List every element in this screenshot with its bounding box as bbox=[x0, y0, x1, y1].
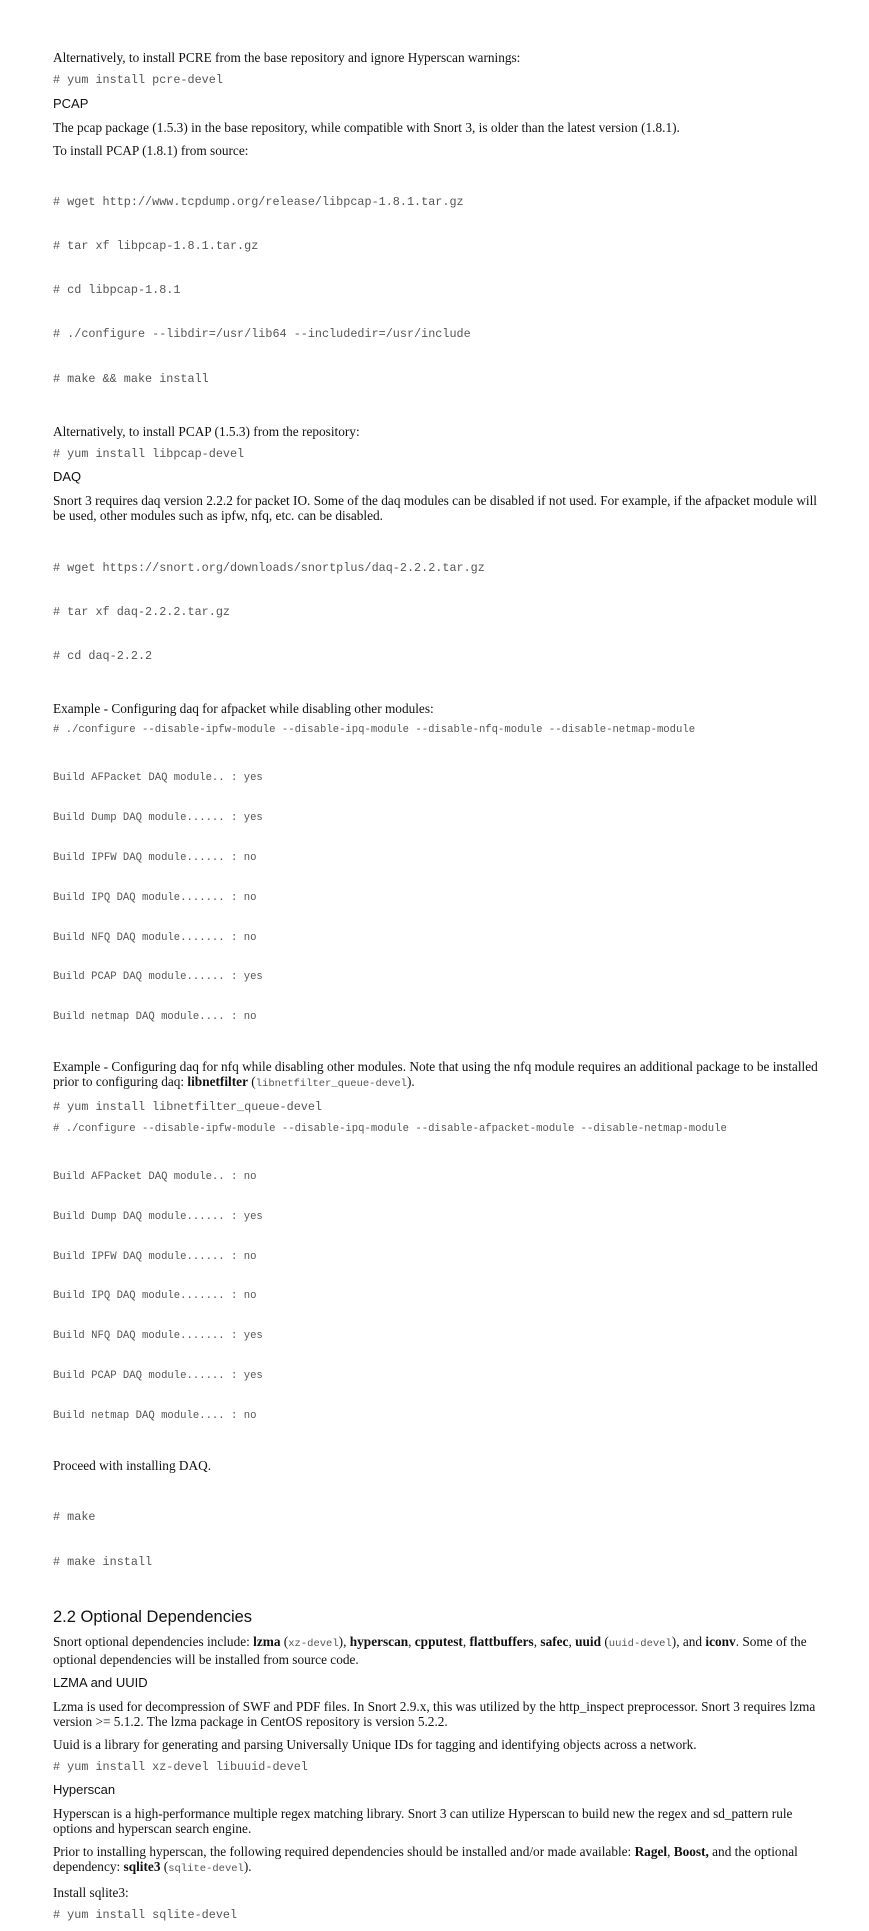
code-block: # yum install sqlite-devel bbox=[53, 1908, 238, 1923]
inline-code: xz-devel bbox=[288, 1637, 339, 1650]
code-block: # ./configure --disable-ipfw-module --disable-ipq-module --disable-nfq-module --disable-netmap-module bbox=[53, 724, 696, 737]
code-block bbox=[53, 1481, 823, 1599]
package-name: cpputest bbox=[414, 1633, 463, 1649]
section-heading-pcap: PCAP bbox=[53, 95, 89, 111]
sqlite-intro: Install sqlite3: bbox=[53, 1885, 129, 1901]
text-run: ), bbox=[338, 1633, 350, 1649]
code-line: # wget https://snort.org/downloads/snortplus/daq-2.2.2.tar.gz bbox=[53, 560, 485, 575]
text-run: ). bbox=[243, 1859, 252, 1875]
code-line: Build netmap DAQ module.... : no bbox=[53, 1011, 257, 1024]
code-line: Build NFQ DAQ module....... : yes bbox=[53, 1330, 263, 1343]
code-line: Build AFPacket DAQ module.. : yes bbox=[53, 771, 263, 784]
code-block: # yum install pcre-devel bbox=[53, 73, 223, 87]
code-line: Build IPFW DAQ module...... : no bbox=[53, 1250, 257, 1263]
package-name: hyperscan bbox=[349, 1633, 409, 1649]
text-run: ( bbox=[280, 1633, 289, 1649]
code-line: # cd daq-2.2.2 bbox=[53, 648, 153, 663]
section-heading-lzma-uuid: LZMA and UUID bbox=[53, 1674, 148, 1690]
uuid-description: Uuid is a library for generating and parsing Universally Unique IDs for tagging and identifying objects across a network. bbox=[53, 1736, 697, 1752]
code-line: # tar xf libpcap-1.8.1.tar.gz bbox=[53, 239, 259, 254]
lzma-description: Lzma is used for decompression of SWF and PDF files. In Snort 2.9.x, this was utilized by the http_inspect preprocessor. Snort 3 requires lzma version >= 5.1.2. The lzma package in CentOS repository is version 5.2.2. bbox=[53, 1698, 816, 1729]
text-run: , bbox=[462, 1633, 470, 1649]
code-line: # make bbox=[53, 1510, 96, 1525]
pcre-alt-paragraph: Alternatively, to install PCRE from the base repository and ignore Hyperscan warnings: bbox=[53, 50, 521, 65]
text-run: , bbox=[568, 1633, 576, 1649]
text-run: ( bbox=[160, 1859, 169, 1875]
package-name: safec bbox=[540, 1633, 569, 1649]
package-name: libnetfilter bbox=[187, 1074, 248, 1090]
code-block: # yum install xz-devel libuuid-devel bbox=[53, 1759, 308, 1774]
text-run: Prior to installing hyperscan, the following required dependencies should be installed and/or made available: bbox=[53, 1844, 635, 1860]
optional-deps-description bbox=[53, 1634, 823, 1667]
text-run: , bbox=[533, 1633, 541, 1649]
text-run: , bbox=[408, 1633, 415, 1649]
text-run: , bbox=[667, 1844, 674, 1860]
text-run: Snort optional dependencies include: bbox=[53, 1633, 254, 1649]
code-line: Build Dump DAQ module...... : yes bbox=[53, 1210, 263, 1223]
package-name: Boost, bbox=[673, 1844, 709, 1860]
package-name: Ragel bbox=[634, 1844, 668, 1860]
code-block: # ./configure --disable-ipfw-module --disable-ipq-module --disable-afpacket-module --disable-netmap-module bbox=[53, 1122, 727, 1135]
text-run: ). bbox=[406, 1074, 415, 1090]
code-line: # make install bbox=[53, 1554, 153, 1569]
document-page bbox=[53, 50, 823, 1931]
hyperscan-prerequisites bbox=[53, 1844, 823, 1877]
text-run: and the optional dependency: bbox=[53, 1844, 798, 1875]
package-name: flattbuffers bbox=[469, 1633, 534, 1649]
code-line: Build NFQ DAQ module....... : no bbox=[53, 931, 257, 944]
code-block bbox=[53, 166, 823, 416]
inline-code: uuid-devel bbox=[608, 1637, 672, 1650]
code-block: # yum install libnetfilter_queue-devel bbox=[53, 1100, 323, 1115]
code-line: # wget http://www.tcpdump.org/release/libpcap-1.8.1.tar.gz bbox=[53, 195, 464, 210]
code-line: # make && make install bbox=[53, 371, 209, 386]
code-line: Build IPQ DAQ module....... : no bbox=[53, 1290, 257, 1303]
pcap-description: The pcap package (1.5.3) in the base repository, while compatible with Snort 3, is older than the latest version (1.8.1). bbox=[53, 119, 680, 135]
section-heading-daq: DAQ bbox=[53, 469, 82, 485]
daq-description: Snort 3 requires daq version 2.2.2 for packet IO. Some of the daq modules can be disabled if not used. For example, if the afpacket module will be used, other modules such as ipfw, nfq, etc. can be disabled. bbox=[53, 493, 817, 524]
daq-example1-intro: Example - Configuring daq for afpacket while disabling other modules: bbox=[53, 701, 434, 717]
code-line: Build PCAP DAQ module...... : yes bbox=[53, 971, 263, 984]
code-line: Build IPFW DAQ module...... : no bbox=[53, 851, 257, 864]
section-heading-optional-dependencies: 2.2 Optional Dependencies bbox=[53, 1607, 253, 1626]
code-line: # ./configure --libdir=/usr/lib64 --includedir=/usr/include bbox=[53, 327, 471, 342]
inline-code: sqlite-devel bbox=[168, 1863, 244, 1876]
code-line: # cd libpcap-1.8.1 bbox=[53, 283, 181, 298]
package-name: sqlite3 bbox=[123, 1859, 161, 1875]
hyperscan-description: Hyperscan is a high-performance multiple regex matching library. Snort 3 can utilize Hyperscan to build new the regex and sd_pattern rule options and hyperscan search engine. bbox=[53, 1806, 793, 1837]
daq-proceed: Proceed with installing DAQ. bbox=[53, 1458, 212, 1474]
package-name: lzma bbox=[253, 1633, 281, 1649]
code-line: Build Dump DAQ module...... : yes bbox=[53, 811, 263, 824]
code-block bbox=[53, 531, 823, 693]
text-run: ( bbox=[601, 1633, 609, 1649]
code-line: Build netmap DAQ module.... : no bbox=[53, 1410, 257, 1423]
package-name: uuid bbox=[575, 1633, 601, 1649]
code-block: # yum install libpcap-devel bbox=[53, 446, 245, 461]
pcap-source-intro: To install PCAP (1.8.1) from source: bbox=[53, 142, 249, 158]
code-line: Build AFPacket DAQ module.. : no bbox=[53, 1170, 257, 1183]
package-name: iconv bbox=[705, 1633, 736, 1649]
daq-example2-intro bbox=[53, 1059, 823, 1092]
text-run: ), and bbox=[671, 1633, 706, 1649]
text-run: ( bbox=[247, 1074, 256, 1090]
section-heading-hyperscan: Hyperscan bbox=[53, 1782, 116, 1798]
code-line: Build IPQ DAQ module....... : no bbox=[53, 891, 257, 904]
code-output-block bbox=[53, 745, 823, 1051]
code-line: # tar xf daq-2.2.2.tar.gz bbox=[53, 604, 230, 619]
text-run: Example - Configuring daq for nfq while disabling other modules. Note that using the nfq module requires an additional package to be installed prior to configuring daq: bbox=[53, 1059, 818, 1090]
inline-code: libnetfilter_queue-devel bbox=[255, 1078, 407, 1091]
code-output-block bbox=[53, 1144, 823, 1450]
pcap-repo-intro: Alternatively, to install PCAP (1.5.3) from the repository: bbox=[53, 423, 360, 439]
code-line: Build PCAP DAQ module...... : yes bbox=[53, 1370, 263, 1383]
text-run: . Some of the optional dependencies will be installed from source code. bbox=[53, 1633, 807, 1667]
